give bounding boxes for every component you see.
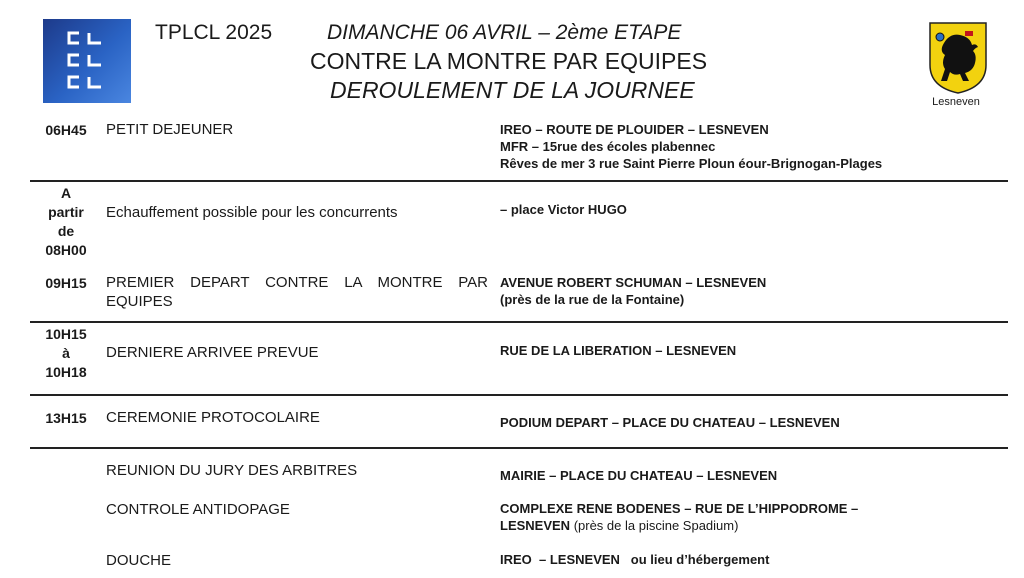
row-location	[500, 467, 1000, 484]
location-line: MFR – 15rue des écoles plabennec	[500, 139, 716, 154]
date-stage: DIMANCHE 06 AVRIL – 2ème ETAPE	[327, 21, 682, 44]
location-line: IREO – ROUTE DE PLOUIDER – LESNEVEN	[500, 122, 769, 137]
location-line: MAIRIE – PLACE DU CHATEAU – LESNEVEN	[500, 468, 778, 483]
row-location	[500, 414, 1000, 431]
cl-logo-icon	[43, 19, 131, 103]
time-line: partir	[48, 204, 84, 220]
row-activity: REUNION DU JURY DES ARBITRES	[106, 462, 358, 479]
row-time: 13H15	[45, 410, 87, 426]
row-activity: PETIT DEJEUNER	[106, 121, 234, 138]
location-line: Rêves de mer 3 rue Saint Pierre Ploun éour-Brignogan-Plages	[500, 156, 883, 171]
row-activity: PREMIER DEPART CONTRE LA MONTRE PAR EQUIPES	[106, 274, 488, 310]
row-divider	[30, 180, 1008, 182]
row-divider	[30, 321, 1008, 323]
row-activity: CONTROLE ANTIDOPAGE	[106, 501, 290, 518]
location-line: – place Victor HUGO	[500, 202, 627, 217]
time-line: A	[60, 185, 72, 201]
row-location	[500, 201, 1000, 218]
location-line	[500, 517, 1000, 534]
row-time	[30, 184, 102, 260]
row-location	[500, 121, 1000, 172]
row-time: 06H45	[45, 122, 87, 138]
row-activity: DOUCHE	[106, 552, 172, 569]
location-note: (près de la piscine Spadium)	[570, 518, 739, 533]
time-line: 10H18	[45, 364, 87, 380]
row-divider	[30, 447, 1008, 449]
location-line: AVENUE ROBERT SCHUMAN – LESNEVEN	[500, 275, 767, 290]
row-time	[30, 325, 102, 382]
row-activity: DERNIERE ARRIVEE PREVUE	[106, 344, 319, 361]
stage-name: CONTRE LA MONTRE PAR EQUIPES	[310, 48, 708, 74]
row-location	[500, 274, 1000, 308]
location-line: (près de la rue de la Fontaine)	[500, 292, 685, 307]
location-line: PODIUM DEPART – PLACE DU CHATEAU – LESNEVEN	[500, 415, 840, 430]
location-bold-tail: LESNEVEN	[500, 518, 571, 533]
lesneven-crest-icon	[928, 21, 988, 95]
row-location	[500, 500, 1000, 534]
tplcl-logo	[43, 19, 131, 103]
row-activity: Echauffement possible pour les concurrents	[106, 204, 398, 221]
location-line: RUE DE LA LIBERATION – LESNEVEN	[500, 343, 737, 358]
row-location	[500, 551, 1000, 568]
time-line: de	[57, 223, 75, 239]
row-divider	[30, 394, 1008, 396]
time-line: à	[62, 345, 70, 361]
row-time: 09H15	[45, 275, 87, 291]
event-title: TPLCL 2025	[155, 21, 273, 44]
time-line: 10H15	[45, 326, 87, 342]
row-activity: CEREMONIE PROTOCOLAIRE	[106, 409, 320, 426]
page-subtitle: DEROULEMENT DE LA JOURNEE	[330, 77, 695, 103]
time-line: 08H00	[45, 242, 87, 258]
crest-label: Lesneven	[932, 96, 980, 108]
location-line: COMPLEXE RENE BODENES – RUE DE L’HIPPODROME –	[500, 501, 859, 516]
location-line: IREO – LESNEVEN ou lieu d’hébergement	[500, 552, 770, 567]
row-location	[500, 342, 1000, 359]
